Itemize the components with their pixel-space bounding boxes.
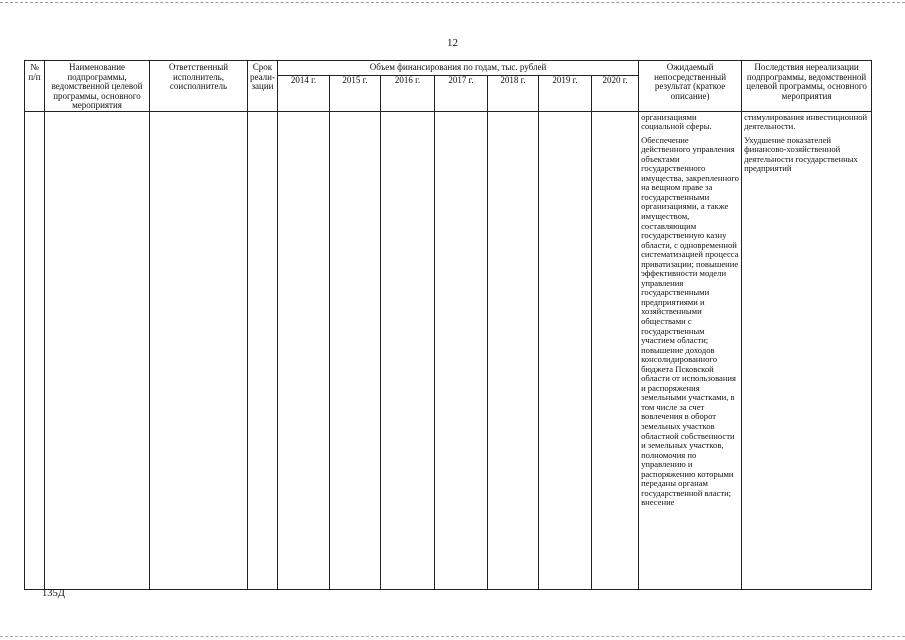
footer-code: 135Д (42, 588, 65, 599)
header-year-2017: 2017 г. (435, 76, 488, 111)
header-year-2019: 2019 г. (539, 76, 592, 111)
header-year-2018: 2018 г. (488, 76, 539, 111)
cell-num (25, 111, 45, 589)
result-paragraph: Обеспечение действенного управления объектами государственного имущества, закрепленного на вещном праве за государственными организациями, а также имуществом, составляющим государственную казну области, с одновременной систематизацией процесса приватизации; повышение эффективности модели управления государственными предприятиями и хозяйственными обществами с государственным участием области; повышение доходов консолидированного бюджета Псковской области от использования и распоряжения земельными участками, в том числе за счет вовлечения в оборот земельных участков областной собственности и земельных участков, полномочия по управлению и распоряжению которыми переданы органам государственной власти; внесение (641, 134, 739, 508)
header-term: Срок реали-зации (248, 61, 278, 112)
cell-term (248, 111, 278, 589)
cell-result (639, 111, 742, 589)
consequence-paragraph: Ухудшение показателей финансово-хозяйственной деятельности государственных предприятий (744, 134, 858, 174)
header-name: Наименование подпрограммы, ведомственной целевой программы, основного мероприятия (45, 61, 150, 112)
cell-2017 (435, 111, 488, 589)
scan-edge-top (0, 2, 905, 4)
cell-2018 (488, 111, 539, 589)
consequence-paragraph: стимулирования инвестиционной деятельности. (744, 111, 868, 132)
cell-2016 (381, 111, 435, 589)
cell-2019 (539, 111, 592, 589)
page-number: 12 (447, 37, 458, 49)
cell-2015 (330, 111, 381, 589)
cell-2014 (278, 111, 330, 589)
header-funding: Объем финансирования по годам, тыс. рублей (278, 61, 639, 76)
cell-2020 (592, 111, 639, 589)
header-result: Ожидаемый непосредственный результат (краткое описание) (639, 61, 742, 112)
header-year-2016: 2016 г. (381, 76, 435, 111)
cell-executor (150, 111, 248, 589)
header-year-2014: 2014 г. (278, 76, 330, 111)
cell-consequences (742, 111, 872, 589)
header-consequences: Последствия нереализации подпрограммы, ведомственной целевой программы, основного мероприятия (742, 61, 872, 112)
header-num: № п/п (25, 61, 45, 112)
header-executor: Ответственный исполнитель, соисполнитель (150, 61, 248, 112)
scan-edge-bottom (0, 636, 905, 638)
program-table (24, 60, 872, 590)
cell-name (45, 111, 150, 589)
result-paragraph: организациями социальной сферы. (641, 111, 712, 132)
header-year-2020: 2020 г. (592, 76, 639, 111)
header-year-2015: 2015 г. (330, 76, 381, 111)
